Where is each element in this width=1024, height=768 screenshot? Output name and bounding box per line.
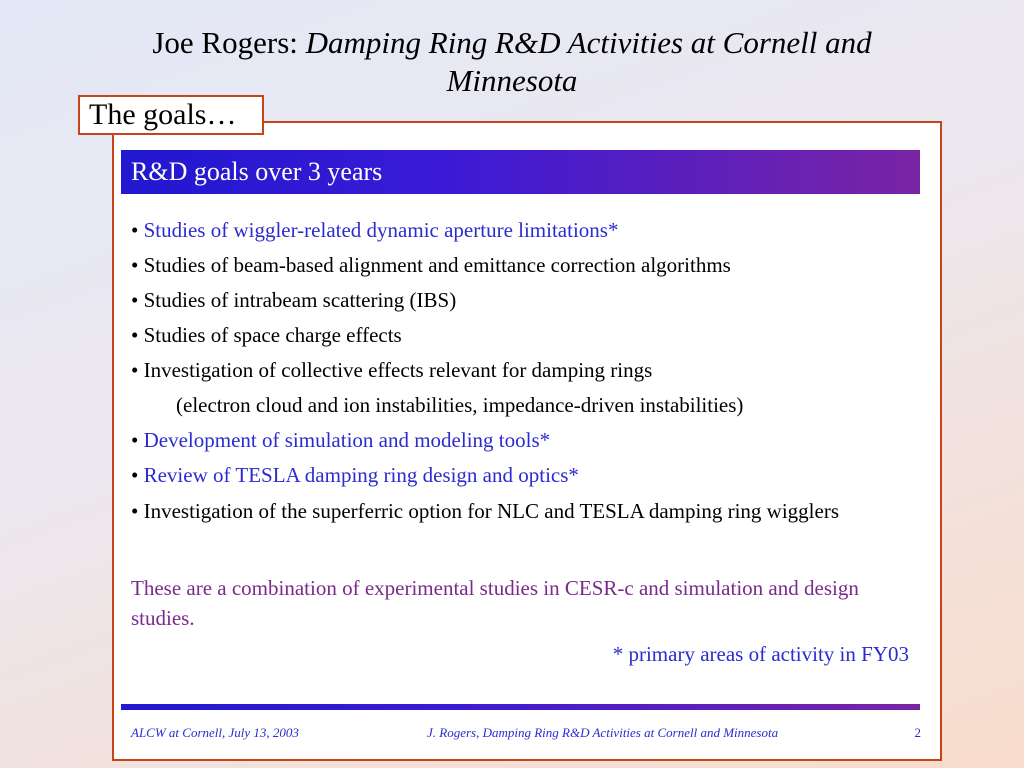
- goal-item-ibs: [131, 283, 911, 318]
- bullet-icon: •: [131, 499, 139, 523]
- goal-subline: (electron cloud and ion instabilities, impedance-driven instabilities): [176, 393, 744, 417]
- goal-item-space-charge: [131, 318, 911, 353]
- footer-credit: J. Rogers, Damping Ring R&D Activities at Cornell and Minnesota: [427, 725, 779, 740]
- bullet-icon: •: [131, 428, 139, 452]
- bullet-icon: •: [131, 253, 139, 277]
- title-subject: Damping Ring R&D Activities at Cornell and: [305, 25, 872, 60]
- bullet-icon: •: [131, 218, 139, 242]
- bullet-icon: •: [131, 323, 139, 347]
- goal-item-collective-effects: [131, 353, 911, 423]
- goal-item-simulation-tools: [131, 423, 911, 458]
- goal-text: Studies of wiggler-related dynamic aperture limitations*: [143, 218, 619, 242]
- goal-item-beam-alignment: [131, 248, 911, 283]
- goals-label: The goals…: [78, 95, 264, 135]
- bullet-icon: •: [131, 288, 139, 312]
- goal-text: Investigation of the superferric option for NLC and TESLA damping ring wigglers: [143, 499, 839, 523]
- panel-header: R&D goals over 3 years: [121, 150, 920, 194]
- bullet-icon: •: [131, 463, 139, 487]
- goal-item-tesla-review: [131, 458, 911, 493]
- title-subject-line2: Minnesota: [446, 63, 578, 98]
- goal-text: Investigation of collective effects relevant for damping rings: [143, 358, 653, 382]
- goal-text: Development of simulation and modeling tools*: [143, 428, 551, 452]
- title-author: Joe Rogers:: [152, 25, 298, 60]
- goal-text: Review of TESLA damping ring design and optics*: [143, 463, 579, 487]
- content-frame: [112, 121, 942, 761]
- footer-divider: [121, 704, 920, 710]
- slide-title: [0, 24, 1024, 100]
- goal-item-superferric: [131, 496, 911, 526]
- primary-areas-note: * primary areas of activity in FY03: [612, 642, 909, 666]
- footer-venue: ALCW at Cornell, July 13, 2003: [131, 725, 299, 740]
- goal-item-wiggler-aperture: [131, 213, 911, 248]
- goal-text: Studies of intrabeam scattering (IBS): [143, 288, 457, 312]
- combination-note: These are a combination of experimental studies in CESR-c and simulation and design studies.: [131, 576, 859, 630]
- bullet-icon: •: [131, 358, 139, 382]
- goal-list: [131, 213, 911, 526]
- goal-text: Studies of space charge effects: [143, 323, 402, 347]
- goal-text: Studies of beam-based alignment and emittance correction algorithms: [143, 253, 731, 277]
- page-number: 2: [914, 725, 921, 740]
